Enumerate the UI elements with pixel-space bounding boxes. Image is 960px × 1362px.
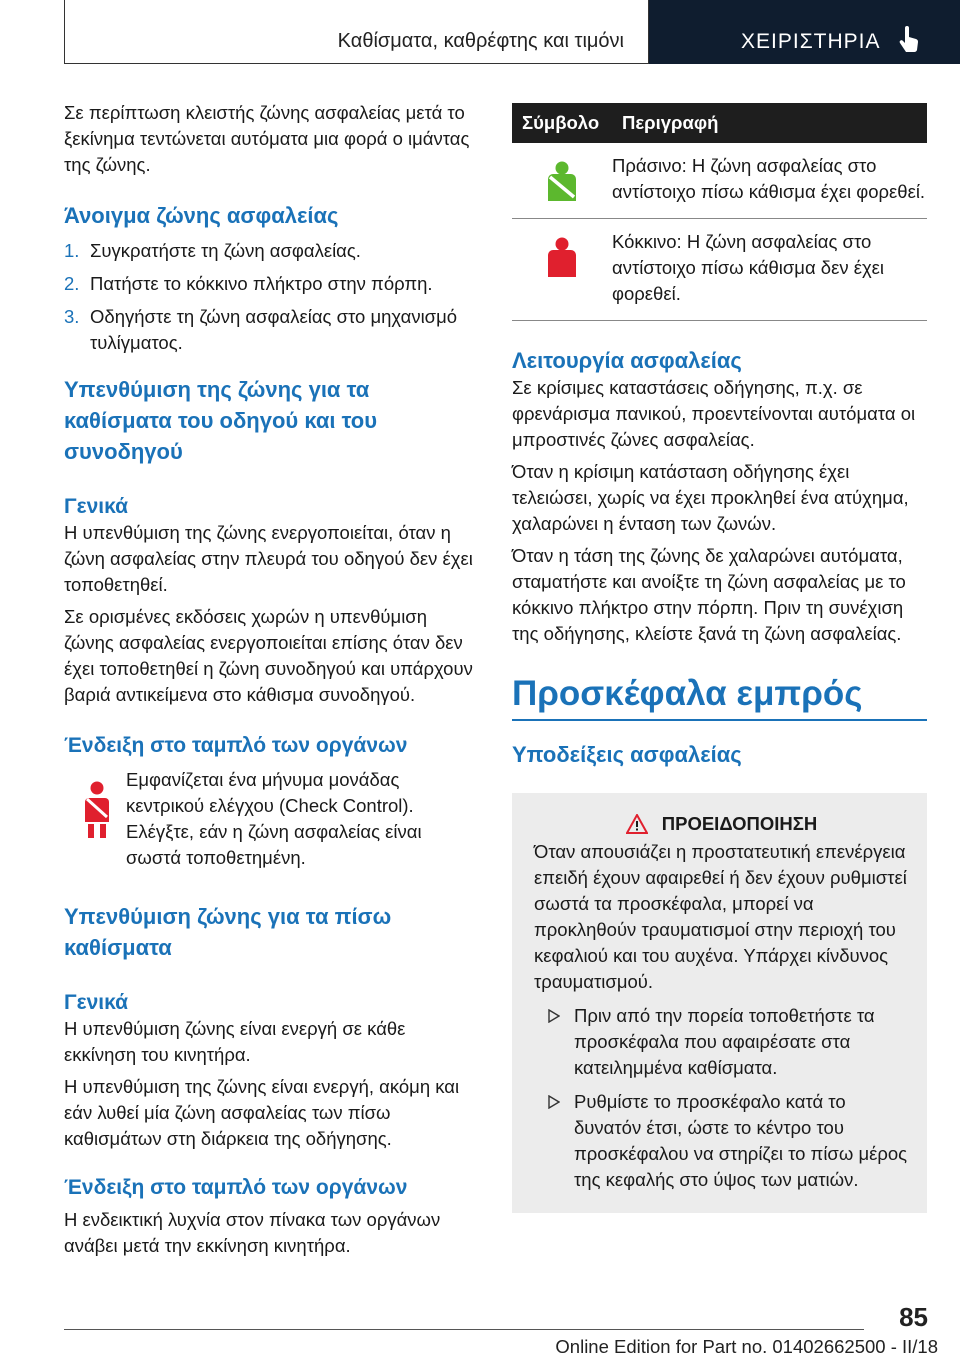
step-item: 3. Οδηγήστε τη ζώνη ασφαλείας στο μηχανισμό τυλίγματος. — [64, 306, 458, 353]
steps-list — [64, 238, 479, 356]
header-title-box — [64, 0, 649, 64]
footer-edition: Online Edition for Part no. 01402662500 - II/18 — [555, 1336, 938, 1357]
paragraph: Η υπενθύμιση της ζώνης είναι ενεργή, ακόμη και εάν λυθεί μία ζώνη ασφαλείας των πίσω καθισμάτων στη διάρκεια της οδήγησης. — [64, 1076, 460, 1149]
function-heading: Λειτουργία ασφαλείας — [512, 348, 742, 373]
paragraph: Όταν η κρίσιμη κατάσταση οδήγησης έχει τελειώσει, χωρίς να έχει προκληθεί ένα ατύχημα, χαλαρώνει η ένταση των ζωνών. — [512, 461, 909, 534]
seatbelt-unfastened-red-icon — [542, 237, 582, 281]
table-row: Πράσινο: Η ζώνη ασφαλείας στο αντίστοιχο πίσω κάθισμα έχει φορεθεί. — [512, 143, 927, 219]
heading-rule — [512, 719, 927, 721]
paragraph: Σε ορισμένες εκδόσεις χωρών η υπενθύμιση ζώνης ασφαλείας ενεργοποιείται επίσης όταν δεν έχει τοποθετηθεί η ζώνη συνοδηγού και υπάρχουν βαριά αντικείμενα στο κάθισμα συνοδηγού. — [64, 606, 473, 705]
indicator-subheading: Ένδειξη στο ταμπλό των οργάνων — [64, 1176, 408, 1199]
paragraph: Η υπενθύμιση της ζώνης ενεργοποιείται, όταν η ζώνη ασφαλείας στην πλευρά του οδηγού δεν έχει τοποθετηθεί. — [64, 522, 473, 595]
left-column — [64, 100, 479, 1259]
symbol-table — [512, 103, 927, 321]
seatbelt-warning-icon — [64, 767, 126, 851]
page-number: 85 — [899, 1302, 928, 1332]
bullet-triangle-icon — [548, 1095, 560, 1109]
warning-bullet: Πριν από την πορεία τοποθετήστε τα προσκέφαλα που αφαιρέσατε στα κατειλημμένα καθίσματα. — [534, 1003, 909, 1081]
chapter-tag-label: ΧΕΙΡΙΣΤΗΡΙΑ — [741, 30, 881, 53]
warning-text: Όταν απουσιάζει η προστατευτική επενέργεια επειδή έχουν αφαιρεθεί ή δεν έχουν ρυθμιστεί σωστά τα προσκέφαλα, μπορεί να προκληθούν τραυματισμοί στην περιοχή του κεφαλιού και του αυχένα. Υπάρχει κίνδυνος τραυματισμού. — [534, 841, 907, 992]
paragraph: Σε κρίσιμες καταστάσεις οδήγησης, π.χ. σε φρενάρισμα πανικού, προεντείνονται αυτόματα οι μπροστινές ζώνες ασφαλείας. — [512, 377, 916, 450]
paragraph: Η ενδεικτική λυχνία στον πίνακα των οργάνων ανάβει μετά την εκκίνηση κινητήρα. — [64, 1209, 441, 1256]
paragraph: Η υπενθύμιση ζώνης είναι ενεργή σε κάθε εκκίνηση του κινητήρα. — [64, 1018, 406, 1065]
rear-reminder-heading: Υπενθύμιση ζώνης για τα πίσω καθίσματα — [64, 904, 392, 960]
general-subheading: Γενικά — [64, 495, 129, 518]
footer-rule — [64, 1329, 864, 1330]
section-title: Καθίσματα, καθρέφτης και τιμόνι — [337, 30, 624, 52]
indicator-paragraph: Εμφανίζεται ένα μήνυμα μονάδας κεντρικού ελέγχου (Check Control). Ελέγξτε, εάν η ζώνη ασφαλείας είναι σωστά τοποθετημένη. — [64, 767, 479, 871]
chapter-tag — [649, 0, 960, 64]
table-header-symbol: Σύμβολο — [512, 103, 612, 143]
warning-title: ΠΡΟΕΙΔΟΠΟΙΗΣΗ — [534, 811, 909, 837]
paragraph: Όταν η τάση της ζώνης δε χαλαρώνει αυτόματα, σταματήστε και ανοίξτε τη ζώνη ασφαλείας με το κόκκινο πλήκτρο στην πόρπη. Πριν τη συνέχιση της οδήγησης, κλείστε ξανά τη ζώνη ασφαλείας. — [512, 545, 906, 644]
step-item: 1. Συγκρατήστε τη ζώνη ασφαλείας. — [64, 240, 361, 261]
warning-bullet: Ρυθμίστε το προσκέφαλο κατά το δυνατόν έτσι, ώστε το κέντρο του προσκέφαλου να στηρίζει το πίσω μέρος της κεφαλής στο ύψος των ματιών. — [534, 1089, 909, 1193]
warning-triangle-icon — [626, 814, 648, 834]
general-subheading: Γενικά — [64, 991, 129, 1014]
step-item: 2. Πατήστε το κόκκινο πλήκτρο στην πόρπη. — [64, 273, 433, 294]
headrest-heading: Προσκέφαλα εμπρός — [512, 674, 863, 713]
intro-paragraph: Σε περίπτωση κλειστής ζώνης ασφαλείας μετά το ξεκίνημα τεντώνεται αυτόματα μια φορά ο ιμάντας της ζώνης. — [64, 102, 470, 175]
hand-pointer-icon — [897, 26, 921, 54]
seatbelt-fastened-green-icon — [542, 161, 582, 205]
table-header-description: Περιγραφή — [612, 103, 927, 143]
open-belt-heading: Άνοιγμα ζώνης ασφαλείας — [64, 203, 339, 228]
right-column — [512, 103, 927, 1213]
indicator-subheading: Ένδειξη στο ταμπλό των οργάνων — [64, 734, 408, 757]
table-row: Κόκκινο: Η ζώνη ασφαλείας στο αντίστοιχο πίσω κάθισμα δεν έχει φορεθεί. — [512, 219, 927, 321]
reminder-heading: Υπενθύμιση της ζώνης για τα καθίσματα του οδηγού και του συνοδηγού — [64, 377, 378, 464]
bullet-triangle-icon — [548, 1009, 560, 1023]
warning-box — [512, 793, 927, 1213]
safety-heading: Υποδείξεις ασφαλείας — [512, 742, 742, 767]
